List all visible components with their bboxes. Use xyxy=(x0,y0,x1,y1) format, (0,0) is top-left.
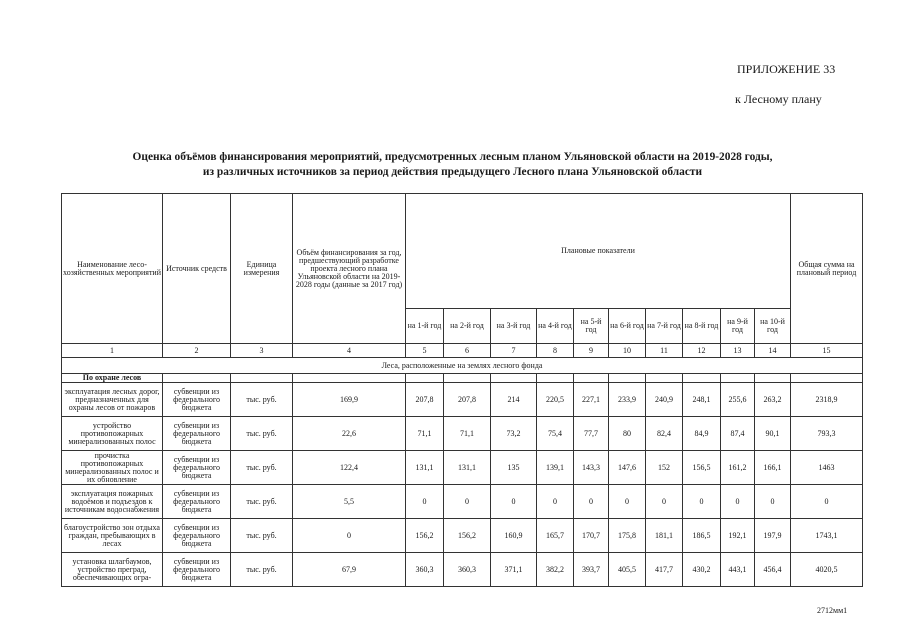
row-year-value: 77,7 xyxy=(574,417,609,451)
row-year-value: 430,2 xyxy=(683,553,721,587)
row-total: 793,3 xyxy=(791,417,863,451)
row-year-value: 161,2 xyxy=(721,451,755,485)
row-source: субвенции из федерального бюджета xyxy=(163,417,231,451)
header-year: на 6-й год xyxy=(609,309,646,344)
row-source: субвенции из федерального бюджета xyxy=(163,383,231,417)
row-volume: 169,9 xyxy=(293,383,406,417)
group-title: По охране лесов xyxy=(62,374,163,383)
column-number: 9 xyxy=(574,344,609,358)
row-name: установка шлагбаумов, устройство преград, обеспечивающих огра- xyxy=(62,553,163,587)
row-year-value: 84,9 xyxy=(683,417,721,451)
row-year-value: 417,7 xyxy=(646,553,683,587)
column-number: 7 xyxy=(491,344,537,358)
row-year-value: 207,8 xyxy=(406,383,444,417)
row-year-value: 152 xyxy=(646,451,683,485)
row-year-value: 82,4 xyxy=(646,417,683,451)
header-year: на 10-й год xyxy=(755,309,791,344)
table-row xyxy=(62,451,863,485)
row-unit: тыс. руб. xyxy=(231,417,293,451)
row-year-value: 71,1 xyxy=(444,417,491,451)
row-year-value: 207,8 xyxy=(444,383,491,417)
table-row xyxy=(62,485,863,519)
row-volume: 0 xyxy=(293,519,406,553)
row-year-value: 233,9 xyxy=(609,383,646,417)
row-year-value: 0 xyxy=(683,485,721,519)
row-name: благоустройство зон отдыха граждан, пребывающих в лесах xyxy=(62,519,163,553)
header-year: на 2-й год xyxy=(444,309,491,344)
row-year-value: 131,1 xyxy=(406,451,444,485)
row-year-value: 143,3 xyxy=(574,451,609,485)
row-year-value: 360,3 xyxy=(444,553,491,587)
row-name: устройство противопожарных минерализованных полос xyxy=(62,417,163,451)
row-year-value: 0 xyxy=(444,485,491,519)
financing-table xyxy=(61,193,863,587)
table-body xyxy=(62,383,863,587)
row-volume: 22,6 xyxy=(293,417,406,451)
row-year-value: 405,5 xyxy=(609,553,646,587)
row-year-value: 90,1 xyxy=(755,417,791,451)
column-number: 10 xyxy=(609,344,646,358)
column-number: 1 xyxy=(62,344,163,358)
column-number: 5 xyxy=(406,344,444,358)
row-year-value: 139,1 xyxy=(537,451,574,485)
row-year-value: 156,2 xyxy=(406,519,444,553)
row-year-value: 443,1 xyxy=(721,553,755,587)
row-year-value: 248,1 xyxy=(683,383,721,417)
header-year: на 4-й год xyxy=(537,309,574,344)
header-unit: Единица измерения xyxy=(231,194,293,344)
row-year-value: 147,6 xyxy=(609,451,646,485)
row-unit: тыс. руб. xyxy=(231,451,293,485)
row-source: субвенции из федерального бюджета xyxy=(163,519,231,553)
table-row xyxy=(62,519,863,553)
row-year-value: 175,8 xyxy=(609,519,646,553)
document-code: 2712мм1 xyxy=(817,606,848,615)
row-unit: тыс. руб. xyxy=(231,383,293,417)
row-year-value: 0 xyxy=(646,485,683,519)
row-source: субвенции из федерального бюджета xyxy=(163,485,231,519)
header-name: Наименование лесо-хозяйственных мероприятий xyxy=(62,194,163,344)
table-row xyxy=(62,383,863,417)
header-planned: Плановые показатели xyxy=(406,194,791,309)
row-year-value: 0 xyxy=(721,485,755,519)
row-year-value: 214 xyxy=(491,383,537,417)
table-row xyxy=(62,553,863,587)
row-year-value: 73,2 xyxy=(491,417,537,451)
row-name: эксплуатация лесных дорог, предназначенных для охраны лесов от пожаров xyxy=(62,383,163,417)
header-year: на 1-й год xyxy=(406,309,444,344)
row-unit: тыс. руб. xyxy=(231,519,293,553)
column-number: 4 xyxy=(293,344,406,358)
column-number: 8 xyxy=(537,344,574,358)
row-year-value: 0 xyxy=(491,485,537,519)
row-year-value: 192,1 xyxy=(721,519,755,553)
row-year-value: 456,4 xyxy=(755,553,791,587)
row-year-value: 181,1 xyxy=(646,519,683,553)
row-year-value: 80 xyxy=(609,417,646,451)
row-name: эксплуатация пожарных водоёмов и подъездов к источникам водоснабжения xyxy=(62,485,163,519)
row-year-value: 227,1 xyxy=(574,383,609,417)
header-year: на 9-й год xyxy=(721,309,755,344)
row-volume: 67,9 xyxy=(293,553,406,587)
row-year-value: 87,4 xyxy=(721,417,755,451)
column-number: 14 xyxy=(755,344,791,358)
row-volume: 122,4 xyxy=(293,451,406,485)
row-year-value: 186,5 xyxy=(683,519,721,553)
row-year-value: 135 xyxy=(491,451,537,485)
row-year-value: 0 xyxy=(406,485,444,519)
document-title-line2: из различных источников за период действия предыдущего Лесного плана Ульяновской области xyxy=(202,166,703,178)
row-source: субвенции из федерального бюджета xyxy=(163,553,231,587)
row-year-value: 255,6 xyxy=(721,383,755,417)
column-number: 11 xyxy=(646,344,683,358)
column-number: 12 xyxy=(683,344,721,358)
appendix-number: ПРИЛОЖЕНИЕ 33 xyxy=(737,62,836,76)
row-year-value: 156,5 xyxy=(683,451,721,485)
row-year-value: 131,1 xyxy=(444,451,491,485)
row-year-value: 197,9 xyxy=(755,519,791,553)
row-source: субвенции из федерального бюджета xyxy=(163,451,231,485)
row-year-value: 156,2 xyxy=(444,519,491,553)
row-total: 2318,9 xyxy=(791,383,863,417)
row-year-value: 75,4 xyxy=(537,417,574,451)
row-year-value: 220,5 xyxy=(537,383,574,417)
row-year-value: 240,9 xyxy=(646,383,683,417)
row-total: 1743,1 xyxy=(791,519,863,553)
section-title: Леса, расположенные на землях лесного фонда xyxy=(62,358,863,374)
header-source: Источник средств xyxy=(163,194,231,344)
table-row xyxy=(62,417,863,451)
column-number: 6 xyxy=(444,344,491,358)
row-year-value: 170,7 xyxy=(574,519,609,553)
header-year: на 5-й год xyxy=(574,309,609,344)
row-year-value: 0 xyxy=(574,485,609,519)
header-total: Общая сумма на плановый период xyxy=(791,194,863,344)
row-year-value: 0 xyxy=(609,485,646,519)
row-year-value: 165,7 xyxy=(537,519,574,553)
row-year-value: 0 xyxy=(755,485,791,519)
row-year-value: 166,1 xyxy=(755,451,791,485)
row-volume: 5,5 xyxy=(293,485,406,519)
column-number: 13 xyxy=(721,344,755,358)
header-year: на 7-й год xyxy=(646,309,683,344)
header-year: на 3-й год xyxy=(491,309,537,344)
appendix-subtitle: к Лесному плану xyxy=(735,92,822,106)
document-title-line1: Оценка объёмов финансирования мероприятий, предусмотренных лесным планом Ульяновской области на 2019-2028 годы, xyxy=(132,151,773,163)
row-year-value: 71,1 xyxy=(406,417,444,451)
row-year-value: 0 xyxy=(537,485,574,519)
row-year-value: 160,9 xyxy=(491,519,537,553)
row-year-value: 393,7 xyxy=(574,553,609,587)
row-year-value: 371,1 xyxy=(491,553,537,587)
row-total: 1463 xyxy=(791,451,863,485)
row-year-value: 263,2 xyxy=(755,383,791,417)
column-number: 2 xyxy=(163,344,231,358)
column-number: 15 xyxy=(791,344,863,358)
row-year-value: 360,3 xyxy=(406,553,444,587)
row-year-value: 382,2 xyxy=(537,553,574,587)
row-name: прочистка противопожарных минерализованных полос и их обновление xyxy=(62,451,163,485)
row-unit: тыс. руб. xyxy=(231,553,293,587)
column-number: 3 xyxy=(231,344,293,358)
row-unit: тыс. руб. xyxy=(231,485,293,519)
header-volume: Объём финансирования за год, предшествующий разработке проекта лесного плана Ульяновской области на 2019-2028 годы (данные за 2017 год) xyxy=(293,194,406,344)
header-year: на 8-й год xyxy=(683,309,721,344)
row-total: 0 xyxy=(791,485,863,519)
row-total: 4020,5 xyxy=(791,553,863,587)
